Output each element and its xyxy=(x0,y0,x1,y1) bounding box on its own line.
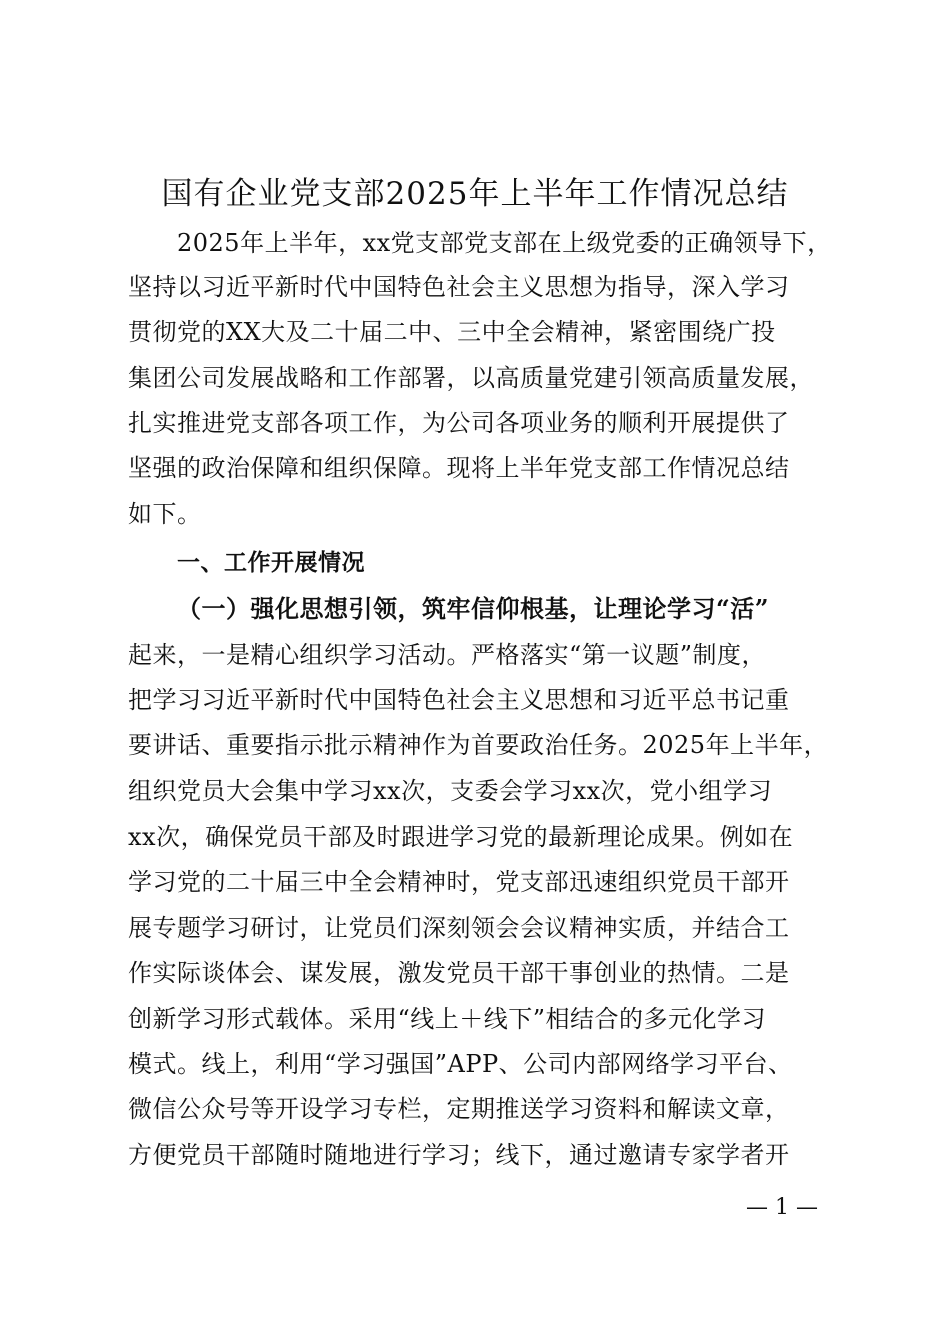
paragraph-line: 坚强的政治保障和组织保障。现将上半年党支部工作情况总结 xyxy=(128,454,790,482)
paragraph-line: 组织党员大会集中学习xx次，支委会学习xx次，党小组学习 xyxy=(128,777,773,805)
paragraph-line: 学习党的二十届三中全会精神时，党支部迅速组织党员干部开 xyxy=(128,868,790,896)
paragraph-line: 起来，一是精心组织学习活动。严格落实“第一议题”制度， xyxy=(128,641,767,669)
subsection-heading-line: （一）强化思想引领，筑牢信仰根基，让理论学习“活” xyxy=(177,594,770,623)
paragraph-line: 创新学习形式载体。采用“线上＋线下”相结合的多元化学习 xyxy=(128,1005,767,1033)
paragraph-line: 贯彻党的XX大及二十届二中、三中全会精神，紧密围绕广投 xyxy=(128,318,776,346)
paragraph-line: 作实际谈体会、谋发展，激发党员干部干事创业的热情。二是 xyxy=(128,959,790,987)
paragraph-line: 要讲话、重要指示批示精神作为首要政治任务。2025年上半年， xyxy=(128,731,829,759)
paragraph-line: 展专题学习研讨，让党员们深刻领会会议精神实质，并结合工 xyxy=(128,914,790,942)
paragraph-line: xx次，确保党员干部及时跟进学习党的最新理论成果。例如在 xyxy=(128,823,794,851)
document-title: 国有企业党支部2025年上半年工作情况总结 xyxy=(161,176,789,212)
paragraph-line: 微信公众号等开设学习专栏，定期推送学习资料和解读文章， xyxy=(128,1095,790,1123)
paragraph-line: 把学习习近平新时代中国特色社会主义思想和习近平总书记重 xyxy=(128,686,790,714)
paragraph-line: 模式。线上，利用“学习强国”APP、公司内部网络学习平台、 xyxy=(128,1050,793,1078)
paragraph-line: 坚持以习近平新时代中国特色社会主义思想为指导，深入学习 xyxy=(128,273,790,301)
paragraph-line: 扎实推进党支部各项工作，为公司各项业务的顺利开展提供了 xyxy=(128,409,790,437)
page-number: — 1 — xyxy=(746,1195,818,1220)
paragraph-line: 集团公司发展战略和工作部署，以高质量党建引领高质量发展， xyxy=(128,364,814,392)
paragraph-line: 2025年上半年，xx党支部党支部在上级党委的正确领导下， xyxy=(177,229,832,257)
paragraph-line: 如下。 xyxy=(128,500,202,528)
paragraph-line: 方便党员干部随时随地进行学习；线下，通过邀请专家学者开 xyxy=(128,1141,790,1169)
section-heading: 一、工作开展情况 xyxy=(177,550,365,576)
